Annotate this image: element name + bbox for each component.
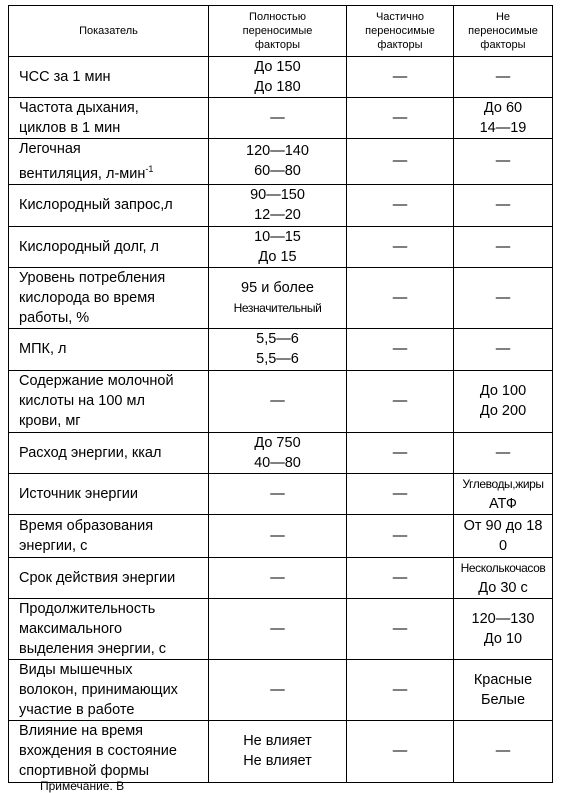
indicator-cell — [9, 659, 209, 720]
value-line: — — [392, 110, 408, 126]
value-line: 0 — [498, 537, 508, 554]
table-row — [9, 57, 553, 98]
full-value-cell — [209, 139, 347, 185]
not-value-cell — [454, 370, 553, 432]
table-body — [9, 57, 553, 783]
indicator-line: волокон, принимающих — [19, 681, 178, 698]
value-line: — — [270, 485, 285, 502]
factors-table — [8, 5, 553, 783]
not-value-cell — [454, 432, 553, 473]
table-row — [9, 370, 553, 432]
value-line: 40—80 — [254, 454, 301, 471]
indicator-line: Уровень потребления — [19, 269, 166, 286]
partial-value-cell — [347, 57, 454, 98]
indicator-line: Расход энергии, ккал — [19, 444, 162, 461]
indicator-line: Продолжительность — [19, 600, 156, 617]
full-value-cell — [209, 432, 347, 473]
not-value-cell — [454, 328, 553, 370]
not-value-cell — [454, 57, 553, 98]
value-line: 60—80 — [254, 163, 301, 180]
indicator-line: кислорода во время — [19, 289, 156, 306]
partial-value-cell — [347, 557, 454, 598]
indicator-line: крови, мг — [19, 413, 81, 430]
table-row — [9, 328, 553, 370]
indicator-cell — [9, 598, 209, 659]
not-value-cell — [454, 139, 553, 185]
value-line: — — [392, 743, 408, 760]
indicator-line: вентиляция, л-мин — [19, 165, 146, 182]
indicator-cell — [9, 226, 209, 267]
not-value-cell — [454, 720, 553, 782]
value-line: — — [495, 743, 511, 760]
table-row — [9, 267, 553, 328]
value-line: — — [270, 110, 285, 126]
table-row — [9, 598, 553, 659]
full-value-cell — [209, 370, 347, 432]
partial-value-cell — [347, 432, 454, 473]
value-line: — — [392, 238, 408, 255]
indicator-cell — [9, 370, 209, 432]
partial-value-cell — [347, 659, 454, 720]
value-line: 10—15 — [254, 228, 301, 245]
indicator-cell — [9, 139, 209, 185]
partial-value-cell — [347, 267, 454, 328]
partial-value-cell — [347, 328, 454, 370]
value-line: Красные — [473, 671, 533, 688]
indicator-line: Легочная — [19, 141, 81, 157]
table-row — [9, 514, 553, 557]
partial-value-cell — [347, 226, 454, 267]
value-line: Белые — [480, 691, 526, 708]
full-value-cell — [209, 514, 347, 557]
indicator-line: Кислородный запрос,л — [19, 197, 173, 214]
table-row — [9, 139, 553, 185]
value-line: 120—140 — [246, 143, 309, 160]
value-line: — — [270, 620, 285, 637]
value-line: — — [495, 289, 511, 306]
value-line: 5,5—6 — [256, 331, 299, 348]
value-line: — — [270, 527, 285, 544]
value-line: — — [392, 289, 408, 306]
value-line: — — [392, 527, 408, 544]
full-value-cell — [209, 473, 347, 514]
value-line: — — [495, 238, 511, 255]
indicator-line: энергии, с — [19, 537, 88, 554]
indicator-line: циклов в 1 мин — [19, 120, 121, 136]
indicator-line: спортивной формы — [19, 763, 150, 780]
table-row — [9, 184, 553, 226]
value-line: Незначительный — [233, 300, 322, 315]
value-line: До 100 — [479, 383, 527, 400]
header-row — [9, 6, 553, 57]
value-line: 95 и более — [241, 279, 314, 296]
table-row — [9, 432, 553, 473]
indicator-line: вхождения в состояние — [19, 743, 177, 760]
partial-value-cell — [347, 98, 454, 139]
full-value-cell — [209, 598, 347, 659]
table-caption: Примечание. В — [40, 779, 125, 793]
full-value-cell — [209, 557, 347, 598]
value-line: — — [495, 69, 511, 85]
value-line: Не влияет — [243, 733, 312, 750]
not-value-cell — [454, 557, 553, 598]
value-line: — — [495, 341, 511, 358]
value-line: До 150 — [254, 59, 301, 75]
value-line: — — [392, 341, 408, 358]
header-full: Полностью переносимые факторы — [209, 6, 347, 57]
value-line: 90—150 — [250, 187, 305, 204]
value-line: — — [392, 444, 408, 461]
full-value-cell — [209, 328, 347, 370]
indicator-cell — [9, 98, 209, 139]
value-line: До 15 — [258, 248, 297, 265]
indicator-cell — [9, 720, 209, 782]
not-value-cell — [454, 514, 553, 557]
header-not: Не переносимые факторы — [454, 6, 553, 57]
value-line: До 30 с — [478, 579, 528, 596]
value-line: — — [270, 393, 285, 410]
indicator-cell — [9, 557, 209, 598]
indicator-line: Кислородный долг, л — [19, 238, 160, 255]
value-line: До 750 — [254, 434, 301, 451]
indicator-cell — [9, 328, 209, 370]
indicator-line: участие в работе — [19, 701, 135, 718]
indicator-line: МПК, л — [19, 341, 67, 358]
value-line: 120—130 — [471, 610, 535, 627]
value-line: — — [392, 197, 408, 214]
value-line: 14—19 — [479, 120, 527, 136]
indicator-line: Частота дыхания, — [19, 100, 139, 116]
value-line: Несколькочасов — [460, 560, 546, 575]
partial-value-cell — [347, 514, 454, 557]
indicator-line: кислоты на 100 мл — [19, 393, 145, 410]
indicator-line: максимального — [19, 620, 123, 637]
value-line: До 180 — [254, 79, 301, 95]
table-row — [9, 659, 553, 720]
indicator-cell — [9, 432, 209, 473]
value-line: Не влияет — [243, 753, 312, 770]
indicator-line: Влияние на время — [19, 723, 144, 740]
indicator-cell — [9, 57, 209, 98]
partial-value-cell — [347, 139, 454, 185]
indicator-cell — [9, 514, 209, 557]
not-value-cell — [454, 184, 553, 226]
value-line: До 60 — [483, 100, 523, 116]
full-value-cell — [209, 226, 347, 267]
value-line: — — [392, 620, 408, 637]
value-line: — — [392, 393, 408, 410]
not-value-cell — [454, 659, 553, 720]
value-line: — — [270, 681, 285, 698]
indicator-line: Виды мышечных — [19, 661, 133, 678]
not-value-cell — [454, 267, 553, 328]
value-line: — — [392, 485, 408, 502]
indicator-cell — [9, 184, 209, 226]
not-value-cell — [454, 98, 553, 139]
value-line: От 90 до 18 — [463, 517, 543, 534]
value-line: АТФ — [489, 495, 517, 512]
not-value-cell — [454, 226, 553, 267]
partial-value-cell — [347, 184, 454, 226]
indicator-line: Содержание молочной — [19, 373, 174, 390]
value-line: 5,5—6 — [256, 351, 299, 368]
indicator-line: ЧСС за 1 мин — [19, 69, 111, 85]
partial-value-cell — [347, 473, 454, 514]
value-line: — — [495, 444, 511, 461]
full-value-cell — [209, 57, 347, 98]
full-value-cell — [209, 98, 347, 139]
indicator-line: работы, % — [19, 309, 90, 326]
table-row — [9, 473, 553, 514]
header-partial: Частично переносимые факторы — [347, 6, 454, 57]
value-line: — — [495, 153, 511, 170]
indicator-line: выделения энергии, с — [19, 640, 167, 657]
value-line: — — [392, 69, 408, 85]
partial-value-cell — [347, 370, 454, 432]
indicator-line: Срок действия энергии — [19, 569, 176, 586]
value-line: — — [392, 569, 408, 586]
value-line: — — [392, 681, 408, 698]
indicator-cell — [9, 473, 209, 514]
full-value-cell — [209, 267, 347, 328]
indicator-superscript: -1 — [145, 164, 154, 174]
indicator-line: Источник энергии — [19, 485, 138, 502]
full-value-cell — [209, 720, 347, 782]
full-value-cell — [209, 659, 347, 720]
value-line: 12—20 — [254, 207, 301, 224]
value-line: — — [495, 197, 511, 214]
full-value-cell — [209, 184, 347, 226]
partial-value-cell — [347, 598, 454, 659]
not-value-cell — [454, 598, 553, 659]
not-value-cell — [454, 473, 553, 514]
value-line: До 10 — [483, 630, 523, 647]
value-line: — — [270, 569, 285, 586]
table-row — [9, 98, 553, 139]
table-row — [9, 557, 553, 598]
value-line: До 200 — [479, 403, 527, 420]
value-line: Углеводы,жиры — [462, 476, 544, 491]
value-line: — — [392, 153, 408, 170]
indicator-cell — [9, 267, 209, 328]
partial-value-cell — [347, 720, 454, 782]
header-indicator: Показатель — [9, 6, 209, 57]
table-row — [9, 720, 553, 782]
indicator-line: Время образования — [19, 517, 154, 534]
table-row — [9, 226, 553, 267]
